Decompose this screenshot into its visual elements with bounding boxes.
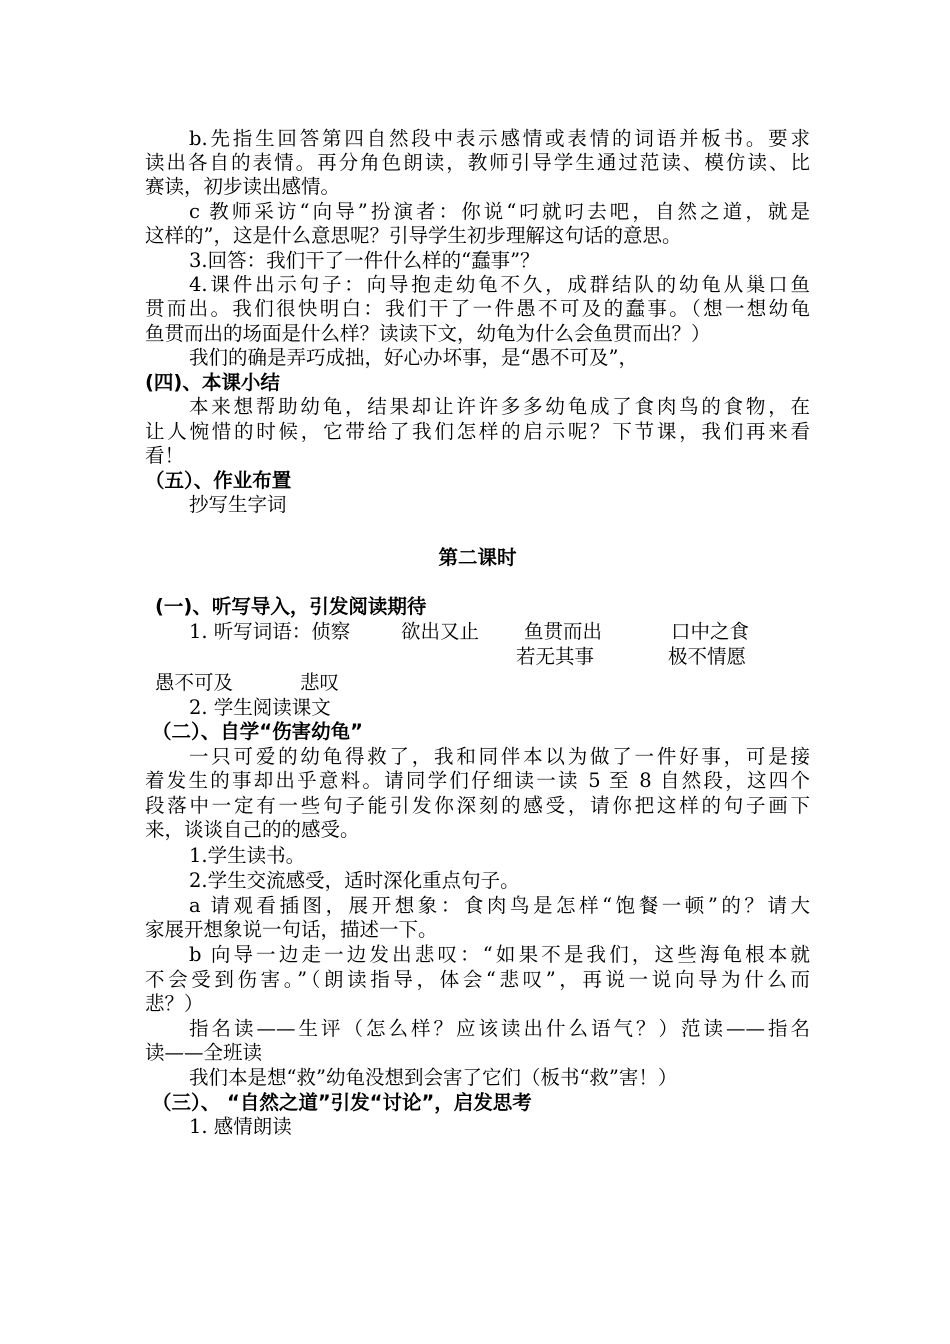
paragraph-line: 悲？） (145, 992, 204, 1015)
dictation-word: 鱼贯而出 (524, 620, 603, 643)
paragraph-line: 不会受到伤害。”（朗读指导，体会“悲叹”，再说一说向导为什么而 (145, 968, 810, 991)
dictation-word: 愚不可及 (155, 671, 234, 694)
paragraph-line: 家展开想象说一句话，描述一下。 (145, 918, 438, 941)
paragraph-line: 让人惋惜的时候，它带给了我们怎样的启示呢？下节课，我们再来看 (145, 420, 810, 443)
lesson-title: 第二课时 (438, 546, 517, 569)
section-heading: （二）、自学“伤害幼龟” (152, 720, 363, 743)
dictation-word: 极不情愿 (668, 645, 747, 668)
paragraph-line: 赛读，初步读出感情。 (145, 175, 341, 198)
dictation-word: 若无其事 (516, 645, 595, 668)
paragraph-line: 本来想帮助幼龟，结果却让许许多多幼龟成了食肉鸟的食物，在 (189, 395, 810, 418)
paragraph-line: 抄写生字词 (189, 493, 287, 516)
paragraph-line: b 向导一边走一边发出悲叹：“如果不是我们，这些海龟根本就 (189, 943, 810, 966)
paragraph-line: 着发生的事却出乎意料。请同学们仔细读一读 5 至 8 自然段，这四个 (145, 769, 810, 792)
paragraph-line: 读——全班读 (145, 1041, 263, 1064)
section-heading: （五）、作业布置 (145, 469, 292, 492)
paragraph-line: 这样的”，这是什么意思呢？引导学生初步理解这句话的意思。 (145, 224, 682, 247)
paragraph-line: 4.课件出示句子：向导抱走幼龟不久，成群结队的幼龟从巢口鱼 (189, 273, 810, 296)
dictation-word: 欲出又止 (401, 620, 480, 643)
paragraph-line: a 请观看插图，展开想象：食肉鸟是怎样“饱餐一顿”的？请大 (189, 894, 810, 917)
paragraph-line: 我们的确是弄巧成拙，好心办坏事，是“愚不可及”， (189, 346, 638, 369)
paragraph-line: 1. 感情朗读 (189, 1115, 292, 1138)
paragraph-line: 指名读——生评（怎么样？应该读出什么语气？）范读——指名 (189, 1017, 810, 1040)
paragraph-line: 段落中一定有一些句子能引发你深刻的感受，请你把这样的句子画下 (145, 794, 810, 817)
paragraph-line: 鱼贯而出的场面是什么样？读读下文，幼龟为什么会鱼贯而出？） (145, 322, 711, 345)
paragraph-line: 看！ (145, 444, 185, 467)
paragraph-line: 2. 学生阅读课文 (189, 696, 331, 719)
paragraph-line: 我们本是想“救”幼龟没想到会害了它们（板书“救”害！） (189, 1066, 678, 1089)
dictation-word: 悲叹 (300, 671, 340, 694)
section-heading: (一)、听写导入，引发阅读期待 (155, 595, 427, 618)
paragraph-line: 贯而出。我们很快明白：我们干了一件愚不可及的蠢事。（想一想幼龟 (145, 297, 810, 320)
paragraph-line: b.先指生回答第四自然段中表示感情或表情的词语并板书。要求 (189, 127, 810, 150)
paragraph-line: 读出各自的表情。再分角色朗读，教师引导学生通过范读、模仿读、比 (145, 151, 810, 174)
dictation-word: 口中之食 (671, 620, 750, 643)
paragraph-line: 3.回答：我们干了一件什么样的“蠢事”？ (189, 249, 540, 272)
paragraph-line: 一只可爱的幼龟得救了，我和同伴本以为做了一件好事，可是接 (189, 745, 810, 768)
paragraph-line: 1.学生读书。 (189, 844, 306, 867)
paragraph-line: c 教师采访“向导”扮演者：你说“叼就叼去吧，自然之道，就是 (189, 200, 810, 223)
paragraph-line: 来，谈谈自己的的感受。 (145, 818, 360, 841)
section-heading: （三）、 “自然之道”引发“讨论”，启发思考 (152, 1091, 532, 1114)
paragraph-line: 2.学生交流感受，适时深化重点句子。 (189, 869, 520, 892)
dictation-label: 1. 听写词语：侦察 (189, 620, 351, 643)
section-heading: (四)、本课小结 (145, 371, 280, 394)
